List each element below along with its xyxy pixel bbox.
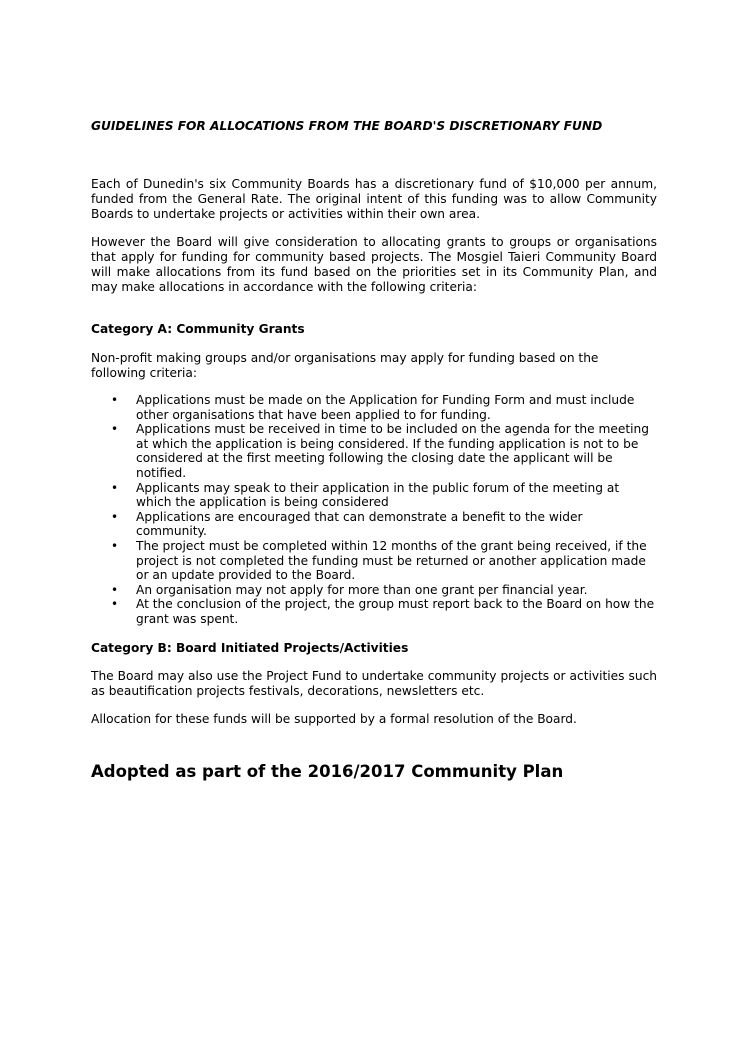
list-item [91, 583, 657, 598]
category-a-lead: Non-profit making groups and/or organisations may apply for funding based on the following criteria: [91, 351, 599, 380]
bullet-icon: • [111, 393, 119, 407]
category-b-heading: Category B: Board Initiated Projects/Activities [91, 641, 409, 655]
intro-paragraph-1: Each of Dunedin's six Community Boards has a discretionary fund of $10,000 per annum, funded from the General Rate. The original intent of this funding was to allow Community Boards to undertake projects or activities within their own area. [91, 177, 657, 221]
list-item-text: Applications must be received in time to be included on the agenda for the meeting at which the application is being considered. If the funding application is not to be considered at the first meeting following the closing date the applicant will be notified. [136, 422, 649, 480]
list-item [91, 510, 657, 539]
bullet-icon: • [111, 509, 119, 524]
list-item [91, 422, 657, 480]
list-item [91, 597, 657, 626]
intro-paragraph-2: However the Board will give consideration to allocating grants to groups or organisations that apply for funding for community based projects. The Mosgiel Taieri Community Board will make allocations from its fund based on the priorities set in its Community Plan, and may make allocations in accordance with the following criteria: [91, 235, 657, 294]
list-item [91, 393, 657, 422]
category-b-paragraph-1: The Board may also use the Project Fund to undertake community projects or activities such as beautification projects festivals, decorations, newsletters etc. [91, 669, 657, 698]
bullet-icon: • [111, 597, 119, 612]
criteria-list [91, 393, 657, 627]
bullet-icon: • [111, 538, 119, 553]
adopted-heading: Adopted as part of the 2016/2017 Community Plan [91, 762, 564, 781]
list-item [91, 481, 657, 510]
list-item-text: Applications are encouraged that can demonstrate a benefit to the wider community. [136, 509, 583, 539]
list-item-text: At the conclusion of the project, the group must report back to the Board on how the grant was spent. [136, 597, 655, 626]
category-b-paragraph-2: Allocation for these funds will be supported by a formal resolution of the Board. [91, 712, 577, 726]
bullet-icon: • [111, 582, 119, 597]
category-a-heading: Category A: Community Grants [91, 322, 305, 336]
list-item-text: An organisation may not apply for more than one grant per financial year. [136, 582, 588, 597]
bullet-icon: • [111, 422, 119, 437]
list-item-text: Applications must be made on the Application for Funding Form and must include other organisations that have been applied to for funding. [136, 393, 635, 422]
list-item [91, 539, 657, 583]
list-item-text: The project must be completed within 12 months of the grant being received, if the project is not completed the funding must be returned or another application made or an update provided to the Board. [136, 538, 647, 583]
list-item-text: Applicants may speak to their application in the public forum of the meeting at which the application is being considered [136, 480, 620, 510]
document-title: GUIDELINES FOR ALLOCATIONS FROM THE BOARD'S DISCRETIONARY FUND [91, 119, 603, 133]
bullet-icon: • [111, 480, 119, 495]
